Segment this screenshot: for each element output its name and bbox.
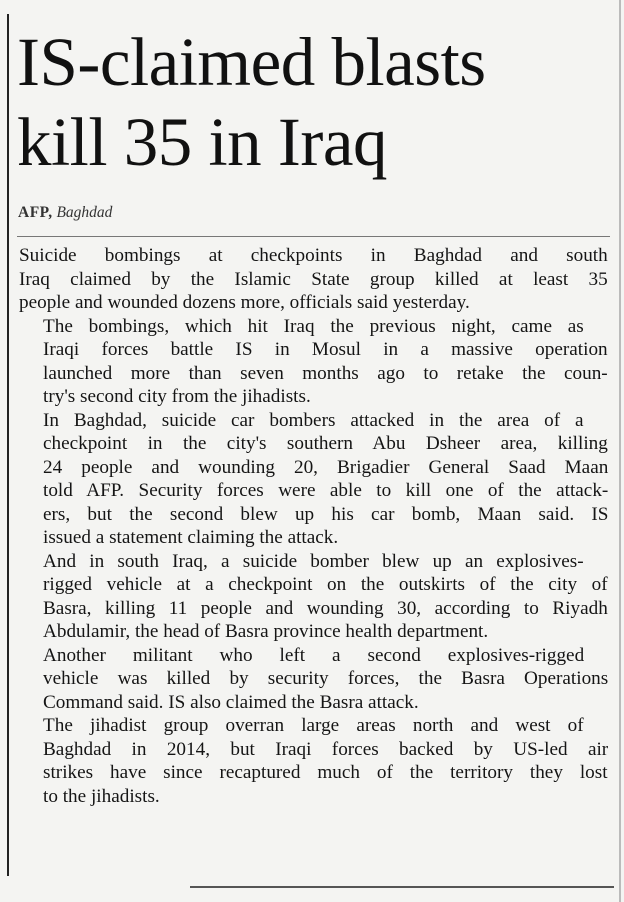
paragraph-line: checkpoint in the city's southern Abu Dsheer area, killing: [43, 433, 608, 454]
article-paragraph: [19, 714, 608, 808]
byline-divider: [17, 236, 610, 237]
paragraph-line: Another militant who left a second explosives-rigged: [43, 644, 585, 666]
paragraph-line: Iraqi forces battle IS in Mosul in a massive operation: [43, 339, 608, 360]
paragraph-line: try's second city from the jihadists.: [43, 386, 311, 407]
paragraph-line: Iraq claimed by the Islamic State group killed at least 35: [19, 268, 608, 290]
paragraph-line: people and wounded dozens more, officials said yesterday.: [19, 292, 470, 313]
article-paragraph: [19, 244, 608, 315]
article-paragraph: [19, 644, 608, 715]
headline: [17, 22, 617, 182]
paragraph-line: The jihadist group overran large areas north and west of: [43, 715, 584, 736]
article-paragraph: [19, 315, 608, 409]
column-rule-left: [7, 14, 9, 876]
paragraph-line: Abdulamir, the head of Basra province health department.: [43, 621, 489, 642]
paragraph-line: And in south Iraq, a suicide bomber blew up an explosives-: [43, 550, 584, 572]
byline: [18, 204, 112, 222]
column-rule-bottom: [190, 886, 614, 888]
column-rule-right: [619, 0, 621, 902]
paragraph-line: vehicle was killed by security forces, the Basra Operations: [43, 668, 609, 689]
paragraph-line: ers, but the second blew up his car bomb, Maan said. IS: [43, 503, 609, 525]
paragraph-line: The bombings, which hit Iraq the previous night, came as: [43, 315, 584, 337]
paragraph-line: launched more than seven months ago to retake the coun-: [43, 362, 608, 384]
byline-agency: AFP,: [18, 204, 53, 221]
paragraph-line: Command said. IS also claimed the Basra attack.: [43, 691, 419, 713]
paragraph-line: 24 people and wounding 20, Brigadier General Saad Maan: [43, 456, 609, 478]
paragraph-line: to the jihadists.: [43, 785, 160, 807]
paragraph-line: told AFP. Security forces were able to kill one of the attack-: [43, 480, 609, 501]
paragraph-line: Baghdad in 2014, but Iraqi forces backed by US-led air: [43, 738, 609, 760]
paragraph-line: Basra, killing 11 people and wounding 30, according to Riyadh: [43, 597, 608, 619]
headline-line-1: IS-claimed blasts: [17, 24, 486, 100]
article-paragraph: [19, 409, 608, 550]
paragraph-line: rigged vehicle at a checkpoint on the outskirts of the city of: [43, 574, 608, 595]
headline-line-2: kill 35 in Iraq: [17, 104, 388, 180]
paragraph-line: issued a statement claiming the attack.: [43, 527, 339, 548]
byline-place: Baghdad: [56, 204, 113, 221]
article-body: [19, 244, 608, 808]
article-paragraph: [19, 550, 608, 644]
paragraph-line: In Baghdad, suicide car bombers attacked in the area of a: [43, 409, 584, 431]
paragraph-line: Suicide bombings at checkpoints in Baghdad and south: [19, 245, 608, 266]
paragraph-line: strikes have since recaptured much of the territory they lost: [43, 762, 608, 783]
